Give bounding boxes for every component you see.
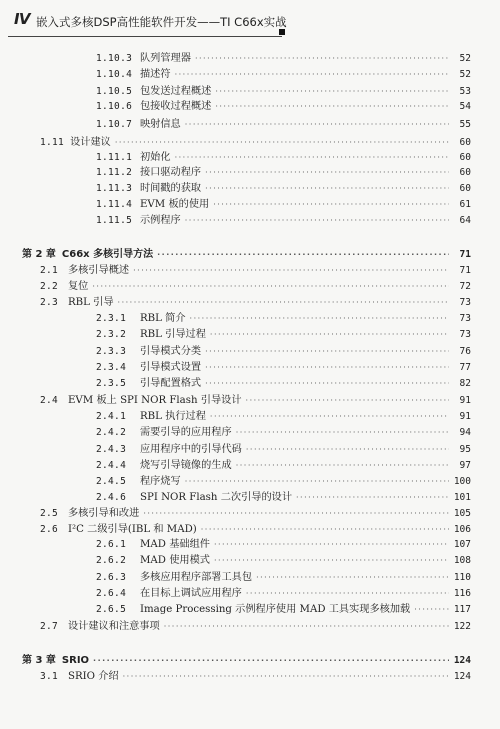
toc-entry-title: MAD 基础组件 xyxy=(140,539,210,550)
toc-entry-row[interactable] xyxy=(96,151,471,164)
toc-entry-row[interactable] xyxy=(96,214,471,227)
toc-entry-title: 示例程序 xyxy=(140,215,181,226)
toc-entry-row[interactable] xyxy=(96,312,471,325)
toc-entry-row[interactable] xyxy=(96,443,471,456)
toc-entry-page: 105 xyxy=(453,508,471,519)
toc-entry-page: 52 xyxy=(459,69,471,80)
toc-entry-page: 124 xyxy=(453,655,471,666)
toc-entry-title: 设计建议和注意事项 xyxy=(68,621,160,632)
toc-chapter-row[interactable] xyxy=(22,654,471,667)
toc-entry-row[interactable] xyxy=(96,491,471,504)
toc-entry-title: 队列管理器 xyxy=(140,53,191,64)
toc-entry-number: 1.10.6 xyxy=(96,101,133,112)
dot-leader xyxy=(215,85,449,98)
toc-entry-number: 1.11.5 xyxy=(96,215,133,226)
toc-entry-title: 时间戳的获取 xyxy=(140,183,202,194)
toc-entry-page: 61 xyxy=(459,199,471,210)
toc-entry-row[interactable] xyxy=(96,198,471,211)
toc-entry-title: 多核应用程序部署工具包 xyxy=(140,572,253,583)
toc-entry-title: I²C 二级引导(IBL 和 MAD) xyxy=(68,524,197,535)
dot-leader xyxy=(414,603,449,616)
toc-entry-title: RBL 执行过程 xyxy=(140,411,206,422)
toc-entry-page: 71 xyxy=(459,265,471,276)
toc-entry-page: 54 xyxy=(459,101,471,112)
dot-leader xyxy=(185,214,449,227)
toc-entry-title: 引导配置格式 xyxy=(140,378,202,389)
toc-entry-page: 122 xyxy=(453,621,471,632)
dot-leader xyxy=(201,523,449,536)
dot-leader xyxy=(256,571,449,584)
toc-entry-number: 第 3 章 xyxy=(22,655,56,666)
toc-entry-number: 2.7 xyxy=(40,621,59,632)
toc-entry-row[interactable] xyxy=(40,394,471,407)
dot-leader xyxy=(190,312,449,325)
toc-entry-page: 73 xyxy=(459,313,471,324)
toc-entry-row[interactable] xyxy=(40,296,471,309)
toc-entry-row[interactable] xyxy=(96,554,471,567)
dot-leader xyxy=(205,166,449,179)
toc-entry-row[interactable] xyxy=(40,620,471,633)
dot-leader xyxy=(115,136,449,149)
dot-leader xyxy=(246,443,449,456)
dot-leader xyxy=(205,345,449,358)
toc-entry-number: 2.4.1 xyxy=(96,411,127,422)
toc-entry-page: 60 xyxy=(459,167,471,178)
toc-entry-page: 97 xyxy=(459,460,471,471)
toc-entry-row[interactable] xyxy=(40,507,471,520)
toc-entry-row[interactable] xyxy=(96,587,471,600)
toc-entry-title: RBL 引导 xyxy=(68,297,114,308)
dot-leader xyxy=(214,538,449,551)
toc-entry-page: 77 xyxy=(459,362,471,373)
toc-entry-page: 60 xyxy=(459,137,471,148)
toc-entry-number: 1.11.3 xyxy=(96,183,133,194)
toc-entry-row[interactable] xyxy=(96,182,471,195)
toc-entry-page: 60 xyxy=(459,152,471,163)
toc-entry-title: 包发送过程概述 xyxy=(140,86,212,97)
toc-entry-title: 映射信息 xyxy=(140,119,181,130)
toc-entry-number: 2.4.3 xyxy=(96,444,127,455)
toc-entry-number: 2.1 xyxy=(40,265,59,276)
toc-entry-number: 1.11 xyxy=(40,137,65,148)
dot-leader xyxy=(123,670,449,683)
toc-entry-number: 2.2 xyxy=(40,281,59,292)
toc-entry-title: 描述符 xyxy=(140,69,171,80)
dot-leader xyxy=(185,475,449,488)
toc-entry-number: 2.6 xyxy=(40,524,59,535)
toc-entry-page: 82 xyxy=(459,378,471,389)
toc-entry-number: 2.3.3 xyxy=(96,346,127,357)
toc-entry-title: 多核引导和改进 xyxy=(68,508,140,519)
toc-entry-title: 初始化 xyxy=(140,152,171,163)
toc-entry-number: 1.11.2 xyxy=(96,167,133,178)
toc-entry-number: 2.3.2 xyxy=(96,329,127,340)
toc-entry-row[interactable] xyxy=(96,361,471,374)
dot-leader xyxy=(175,68,449,81)
dot-leader xyxy=(164,620,449,633)
toc-entry-page: 107 xyxy=(453,539,471,550)
toc-entry-title: 在目标上调试应用程序 xyxy=(140,588,242,599)
toc-entry-number: 2.5 xyxy=(40,508,59,519)
toc-entry-number: 2.4.2 xyxy=(96,427,127,438)
toc-entry-page: 64 xyxy=(459,215,471,226)
toc-entry-number: 1.11.4 xyxy=(96,199,133,210)
toc-entry-page: 53 xyxy=(459,86,471,97)
toc-entry-page: 73 xyxy=(459,297,471,308)
toc-entry-title: 需要引导的应用程序 xyxy=(140,427,232,438)
dot-leader xyxy=(118,296,449,309)
dot-leader xyxy=(210,410,449,423)
dot-leader xyxy=(236,459,449,472)
dot-leader xyxy=(210,328,449,341)
toc-entry-row[interactable] xyxy=(96,85,471,98)
toc-entry-row[interactable] xyxy=(96,52,471,65)
toc-entry-number: 1.10.4 xyxy=(96,69,133,80)
dot-leader xyxy=(205,182,449,195)
toc-entry-row[interactable] xyxy=(96,100,471,113)
toc-entry-row[interactable] xyxy=(40,670,471,683)
toc-entry-number: 第 2 章 xyxy=(22,249,56,260)
toc-entry-number: 1.10.3 xyxy=(96,53,133,64)
toc-entry-number: 2.6.1 xyxy=(96,539,127,550)
toc-entry-title: 接口驱动程序 xyxy=(140,167,202,178)
dot-leader xyxy=(215,100,449,113)
toc-entry-number: 2.6.5 xyxy=(96,604,127,615)
toc-entry-number: 2.6.2 xyxy=(96,555,127,566)
toc-entry-page: 91 xyxy=(459,411,471,422)
toc-entry-row[interactable] xyxy=(96,345,471,358)
toc-entry-row[interactable] xyxy=(40,280,471,293)
toc-entry-row[interactable] xyxy=(40,264,471,277)
toc-entry-page: 76 xyxy=(459,346,471,357)
toc-entry-number: 2.6.4 xyxy=(96,588,127,599)
toc-entry-number: 2.3 xyxy=(40,297,59,308)
toc-entry-page: 116 xyxy=(453,588,471,599)
dot-leader xyxy=(246,587,449,600)
toc-entry-row[interactable] xyxy=(96,328,471,341)
dot-leader xyxy=(246,394,449,407)
toc-entry-title: 引导模式分类 xyxy=(140,346,202,357)
toc-entry-page: 91 xyxy=(459,395,471,406)
dot-leader xyxy=(185,118,449,131)
dot-leader xyxy=(205,361,449,374)
toc-entry-title: RBL 简介 xyxy=(140,313,186,324)
toc-entry-page: 72 xyxy=(459,281,471,292)
toc-entry-number: 1.10.5 xyxy=(96,86,133,97)
dot-leader xyxy=(143,507,449,520)
toc-entry-row[interactable] xyxy=(96,475,471,488)
toc-entry-page: 95 xyxy=(459,444,471,455)
dot-leader xyxy=(205,377,449,390)
toc-entry-row[interactable] xyxy=(40,523,471,536)
toc-entry-row[interactable] xyxy=(96,118,471,131)
toc-entry-number: 2.4.4 xyxy=(96,460,127,471)
toc-entry-page: 71 xyxy=(459,249,471,260)
toc-entry-number: 3.1 xyxy=(40,671,59,682)
toc-entry-number: 2.3.4 xyxy=(96,362,127,373)
toc-entry-page: 100 xyxy=(453,476,471,487)
toc-entry-row[interactable] xyxy=(96,166,471,179)
toc-entry-page: 101 xyxy=(453,492,471,503)
toc-entry-row[interactable] xyxy=(96,603,471,616)
toc-entry-title: 复位 xyxy=(68,281,89,292)
dot-leader xyxy=(214,554,449,567)
toc-entry-row[interactable] xyxy=(96,377,471,390)
toc-entry-title: 烧写引导镜像的生成 xyxy=(140,460,232,471)
toc-entry-row[interactable] xyxy=(96,410,471,423)
toc-entry-title: 引导模式设置 xyxy=(140,362,202,373)
dot-leader xyxy=(236,426,449,439)
dot-leader xyxy=(92,280,449,293)
toc-entry-number: 2.4.6 xyxy=(96,492,127,503)
toc-entry-page: 60 xyxy=(459,183,471,194)
toc-entry-row[interactable] xyxy=(96,538,471,551)
toc-entry-number: 1.10.7 xyxy=(96,119,133,130)
book-title: 嵌入式多核DSP高性能软件开发——TI C66x实战 xyxy=(36,15,287,29)
dot-leader xyxy=(175,151,449,164)
toc-entry-title: 应用程序中的引导代码 xyxy=(140,444,242,455)
toc-entry-row[interactable] xyxy=(96,459,471,472)
toc-entry-page: 108 xyxy=(453,555,471,566)
toc-entry-row[interactable] xyxy=(96,68,471,81)
toc-entry-page: 55 xyxy=(459,119,471,130)
toc-entry-title: Image Processing 示例程序使用 MAD 工具实现多核加载 xyxy=(140,604,411,615)
toc-entry-title: EVM 板上 SPI NOR Flash 引导设计 xyxy=(68,395,242,406)
toc-entry-title: 多核引导概述 xyxy=(68,265,130,276)
toc-entry-title: 设计建议 xyxy=(70,137,111,148)
toc-entry-row[interactable] xyxy=(96,571,471,584)
toc-chapter-row[interactable] xyxy=(22,248,471,261)
dot-leader xyxy=(296,491,449,504)
toc-entry-row[interactable] xyxy=(40,136,471,149)
toc-entry-title: RBL 引导过程 xyxy=(140,329,206,340)
toc-entry-title: 程序烧写 xyxy=(140,476,181,487)
toc-entry-page: 94 xyxy=(459,427,471,438)
toc-entry-number: 2.3.1 xyxy=(96,313,127,324)
toc-entry-title: SRIO 介绍 xyxy=(68,671,119,682)
toc-entry-number: 2.4.5 xyxy=(96,476,127,487)
dot-leader xyxy=(133,264,449,277)
toc-entry-page: 73 xyxy=(459,329,471,340)
toc-entry-number: 2.6.3 xyxy=(96,572,127,583)
dot-leader xyxy=(157,248,449,261)
toc-entry-title: 包接收过程概述 xyxy=(140,101,212,112)
toc-entry-page: 117 xyxy=(453,604,471,615)
dot-leader xyxy=(93,654,449,667)
toc-entry-title: SRIO xyxy=(61,655,90,666)
page-number: Ⅳ xyxy=(14,10,30,28)
toc-entry-number: 2.4 xyxy=(40,395,59,406)
toc-entry-title: SPI NOR Flash 二次引导的设计 xyxy=(140,492,293,503)
toc-entry-number: 2.3.5 xyxy=(96,378,127,389)
toc-entry-row[interactable] xyxy=(96,426,471,439)
dot-leader xyxy=(213,198,449,211)
dot-leader xyxy=(195,52,449,65)
toc-entry-title: C66x 多核引导方法 xyxy=(61,249,154,260)
toc-entry-page: 52 xyxy=(459,53,471,64)
toc-entry-title: EVM 板的使用 xyxy=(140,199,210,210)
toc-entry-number: 1.11.1 xyxy=(96,152,133,163)
toc-entry-page: 106 xyxy=(453,524,471,535)
toc-entry-title: MAD 使用模式 xyxy=(140,555,210,566)
toc-entry-page: 110 xyxy=(453,572,471,583)
toc-entry-page: 124 xyxy=(453,671,471,682)
